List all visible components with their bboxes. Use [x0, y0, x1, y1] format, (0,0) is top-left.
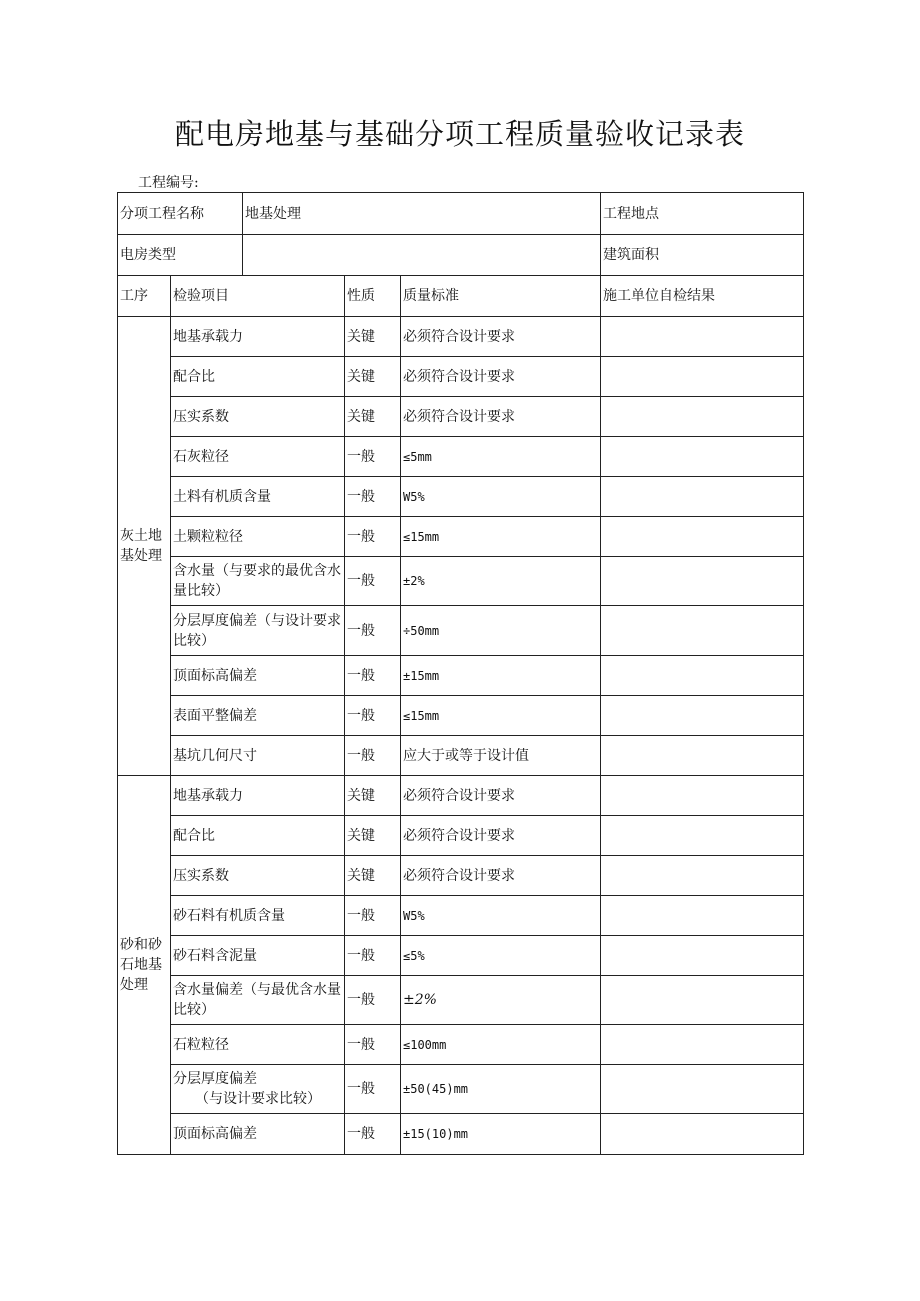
table-row	[118, 477, 804, 517]
nature-cell: 一般	[345, 976, 401, 1025]
process-cell-lime-soil: 灰土地基处理	[118, 317, 171, 776]
table-row	[118, 976, 804, 1025]
subitem-label: 分项工程名称	[118, 193, 243, 235]
standard-cell: 必须符合设计要求	[401, 357, 601, 397]
item-cell: 石粒粒径	[171, 1025, 345, 1065]
table-row	[118, 736, 804, 776]
standard-cell: 必须符合设计要求	[401, 856, 601, 896]
result-cell[interactable]	[601, 517, 804, 557]
result-cell[interactable]	[601, 896, 804, 936]
result-cell[interactable]	[601, 437, 804, 477]
table-row	[118, 896, 804, 936]
nature-cell: 一般	[345, 1065, 401, 1114]
item-cell: 石灰粒径	[171, 437, 345, 477]
table-row	[118, 437, 804, 477]
type-label: 电房类型	[118, 235, 243, 276]
nature-cell: 一般	[345, 656, 401, 696]
result-cell[interactable]	[601, 736, 804, 776]
standard-cell: W5%	[401, 477, 601, 517]
table-row	[118, 776, 804, 816]
result-cell[interactable]	[601, 816, 804, 856]
standard-cell: W5%	[401, 896, 601, 936]
item-cell: 地基承载力	[171, 776, 345, 816]
result-cell[interactable]	[601, 856, 804, 896]
item-cell: 配合比	[171, 816, 345, 856]
result-cell[interactable]	[601, 1065, 804, 1114]
table-row	[118, 1025, 804, 1065]
result-cell[interactable]	[601, 317, 804, 357]
item-cell: 表面平整偏差	[171, 696, 345, 736]
nature-cell: 一般	[345, 557, 401, 606]
nature-cell: 一般	[345, 1025, 401, 1065]
info-row-1	[118, 193, 804, 235]
result-cell[interactable]	[601, 936, 804, 976]
item-cell: 土料有机质含量	[171, 477, 345, 517]
nature-cell: 关键	[345, 856, 401, 896]
table-row	[118, 357, 804, 397]
nature-cell: 一般	[345, 896, 401, 936]
standard-cell: ±2%	[401, 976, 601, 1025]
subitem-value[interactable]: 地基处理	[243, 193, 601, 235]
table-row	[118, 1114, 804, 1155]
result-cell[interactable]	[601, 1025, 804, 1065]
result-cell[interactable]	[601, 656, 804, 696]
standard-cell: ≤100mm	[401, 1025, 601, 1065]
nature-cell: 关键	[345, 357, 401, 397]
result-cell[interactable]	[601, 357, 804, 397]
nature-cell: 一般	[345, 1114, 401, 1155]
nature-cell: 关键	[345, 317, 401, 357]
result-cell[interactable]	[601, 696, 804, 736]
header-result: 施工单位自检结果	[601, 276, 804, 317]
standard-cell: ±15(10)mm	[401, 1114, 601, 1155]
item-line: 分层厚度偏差	[173, 1071, 257, 1087]
standard-cell: ≤15mm	[401, 696, 601, 736]
standard-cell: ±2%	[401, 557, 601, 606]
nature-cell: 一般	[345, 736, 401, 776]
info-row-2	[118, 235, 804, 276]
standard-cell: ÷50mm	[401, 606, 601, 656]
item-cell: 配合比	[171, 357, 345, 397]
table-row	[118, 557, 804, 606]
result-cell[interactable]	[601, 976, 804, 1025]
area-label: 建筑面积	[601, 235, 804, 276]
standard-cell: ±50(45)mm	[401, 1065, 601, 1114]
nature-cell: 一般	[345, 696, 401, 736]
result-cell[interactable]	[601, 397, 804, 437]
table-row	[118, 606, 804, 656]
standard-cell: 必须符合设计要求	[401, 397, 601, 437]
standard-cell: 必须符合设计要求	[401, 317, 601, 357]
item-cell: 砂石料有机质含量	[171, 896, 345, 936]
nature-cell: 一般	[345, 936, 401, 976]
result-cell[interactable]	[601, 1114, 804, 1155]
item-cell: 压实系数	[171, 856, 345, 896]
item-cell: 含水量偏差（与最优含水量比较）	[171, 976, 345, 1025]
table-row	[118, 936, 804, 976]
table-row	[118, 1065, 804, 1114]
location-label: 工程地点	[601, 193, 804, 235]
header-item: 检验项目	[171, 276, 345, 317]
type-value[interactable]	[243, 235, 601, 276]
result-cell[interactable]	[601, 776, 804, 816]
nature-cell: 关键	[345, 397, 401, 437]
item-cell: 压实系数	[171, 397, 345, 437]
standard-cell: 必须符合设计要求	[401, 816, 601, 856]
table-row	[118, 397, 804, 437]
standard-cell: ≤15mm	[401, 517, 601, 557]
item-line-sub: （与设计要求比较）	[195, 1091, 321, 1107]
nature-cell: 一般	[345, 517, 401, 557]
item-cell: 地基承载力	[171, 317, 345, 357]
standard-cell: 必须符合设计要求	[401, 776, 601, 816]
table-row	[118, 317, 804, 357]
result-cell[interactable]	[601, 606, 804, 656]
item-cell: 土颗粒粒径	[171, 517, 345, 557]
item-cell: 含水量（与要求的最优含水量比较）	[171, 557, 345, 606]
header-nature: 性质	[345, 276, 401, 317]
header-process: 工序	[118, 276, 171, 317]
item-cell	[171, 1065, 345, 1114]
page-title: 配电房地基与基础分项工程质量验收记录表	[174, 117, 745, 151]
nature-cell: 一般	[345, 437, 401, 477]
nature-cell: 一般	[345, 477, 401, 517]
project-number-label: 工程编号:	[138, 175, 199, 191]
standard-cell: ±15mm	[401, 656, 601, 696]
table-row	[118, 656, 804, 696]
item-cell: 砂石料含泥量	[171, 936, 345, 976]
result-cell[interactable]	[601, 557, 804, 606]
nature-cell: 一般	[345, 606, 401, 656]
table-row	[118, 696, 804, 736]
standard-cell: ≤5mm	[401, 437, 601, 477]
nature-cell: 关键	[345, 816, 401, 856]
table-row	[118, 517, 804, 557]
process-cell-sand-gravel: 砂和砂石地基处理	[118, 776, 171, 1155]
nature-cell: 关键	[345, 776, 401, 816]
standard-cell: ≤5%	[401, 936, 601, 976]
item-cell: 顶面标高偏差	[171, 656, 345, 696]
standard-cell: 应大于或等于设计值	[401, 736, 601, 776]
header-row	[118, 276, 804, 317]
result-cell[interactable]	[601, 477, 804, 517]
table-row	[118, 816, 804, 856]
inspection-record-table	[117, 192, 804, 1155]
item-cell: 基坑几何尺寸	[171, 736, 345, 776]
item-cell: 顶面标高偏差	[171, 1114, 345, 1155]
table-row	[118, 856, 804, 896]
item-cell: 分层厚度偏差（与设计要求比较）	[171, 606, 345, 656]
header-standard: 质量标准	[401, 276, 601, 317]
